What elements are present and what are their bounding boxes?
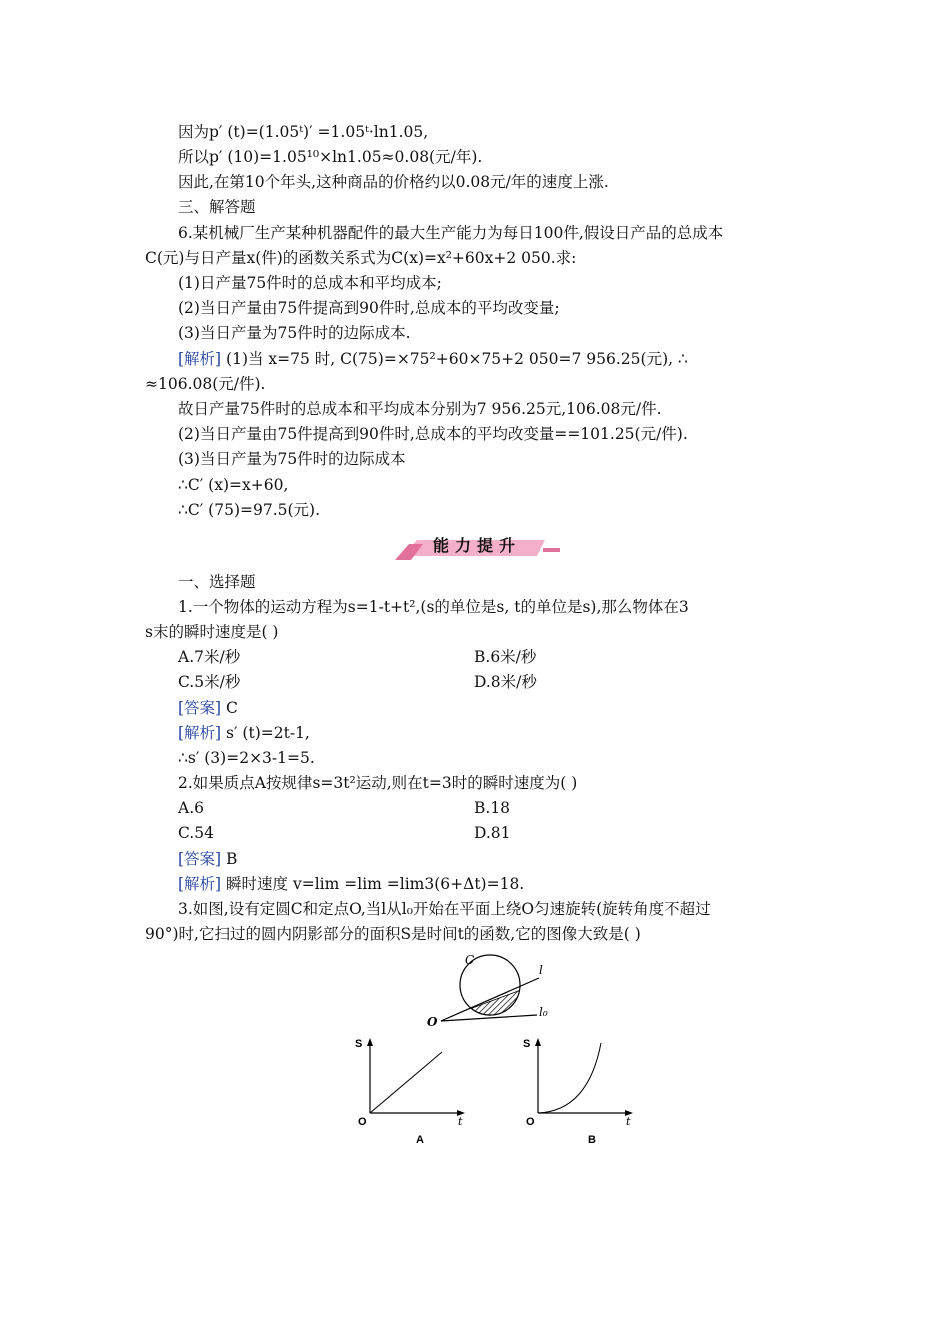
label-l0: l₀: [539, 1005, 548, 1019]
question-text: s末的瞬时速度是( ): [145, 623, 279, 641]
text-line: ∴C′ (x)=x+60,: [178, 476, 289, 494]
text-line: 故日产量75件时的总成本和平均成本分别为7 956.25元,106.08元/件.: [178, 400, 662, 418]
text-line: ∴C′ (75)=97.5(元).: [178, 501, 321, 519]
text-line: ∴s′ (3)=2×3-1=5.: [178, 749, 315, 767]
option-c: C.54: [178, 824, 214, 842]
section-heading: 三、解答题: [178, 198, 256, 216]
analysis-text: 瞬时速度 v=lim =lim =lim3(6+Δt)=18.: [221, 875, 525, 893]
t-label: t: [626, 1115, 631, 1128]
label-c: C: [465, 953, 475, 967]
option-a: A.7米/秒: [178, 648, 241, 666]
graph-a-label: A: [416, 1134, 424, 1146]
label-o: O: [427, 1015, 438, 1029]
t-label: t: [458, 1115, 463, 1128]
y-axis-arrow: [367, 1038, 373, 1046]
section-banner: [395, 530, 560, 562]
section-heading: 一、选择题: [178, 573, 256, 591]
question-part: (3)当日产量为75件时的边际成本.: [178, 324, 411, 342]
line-l0: [441, 1015, 537, 1021]
s-label: S: [355, 1038, 363, 1050]
analysis-label: [解析]: [178, 875, 222, 893]
banner-accent-right: [543, 548, 560, 552]
origin-label: O: [526, 1116, 535, 1128]
analysis-label: [解析]: [178, 724, 222, 742]
question-text: 2.如果质点A按规律s=3t²运动,则在t=3时的瞬时速度为( ): [178, 774, 578, 792]
analysis-line: [178, 722, 310, 744]
analysis-text: (1)当 x=75 时, C(75)=×75²+60×75+2 050=7 956.25(元), ∴: [221, 350, 688, 368]
option-b: B.18: [474, 799, 511, 817]
option-b: B.6米/秒: [474, 648, 537, 666]
text-line: ≈106.08(元/件).: [145, 375, 266, 393]
question-text: 1.一个物体的运动方程为s=1-t+t²,(s的单位是s, t的单位是s),那么物体在3: [178, 598, 689, 616]
question-text: C(元)与日产量x(件)的函数关系式为C(x)=x²+60x+2 050.求:: [145, 249, 577, 267]
graph-a: [350, 1035, 475, 1150]
graph-b-label: B: [588, 1134, 596, 1146]
circle-figure: [415, 952, 565, 1032]
origin-label: O: [358, 1116, 367, 1128]
analysis-line: [178, 873, 524, 895]
option-c: C.5米/秒: [178, 673, 241, 691]
question-text: 90°)时,它扫过的圆内阴影部分的面积S是时间t的函数,它的图像大致是( ): [145, 925, 641, 943]
question-part: (1)日产量75件时的总成本和平均成本;: [178, 274, 442, 292]
answer-line: [178, 848, 237, 870]
text-line: 因为p′ (t)=(1.05ᵗ)′ =1.05ᵗ·ln1.05,: [178, 123, 429, 141]
s-label: S: [523, 1038, 531, 1050]
graph-line: [370, 1052, 442, 1113]
question-text: 3.如图,设有定圆C和定点O,当l从l₀开始在平面上绕O匀速旋转(旋转角度不超过: [178, 900, 711, 918]
text-line: 所以p′ (10)=1.05¹⁰×ln1.05≈0.08(元/年).: [178, 148, 483, 166]
option-d: D.81: [474, 824, 511, 842]
question-part: (2)当日产量由75件提高到90件时,总成本的平均改变量;: [178, 299, 560, 317]
answer-label: [答案]: [178, 699, 222, 717]
answer-value: C: [221, 699, 238, 717]
label-l: l: [539, 963, 543, 977]
question-text: 6.某机械厂生产某种机器配件的最大生产能力为每日100件,假设日产品的总成本: [178, 224, 724, 242]
banner-title: 能力提升: [432, 538, 522, 555]
text-line: (3)当日产量为75件时的边际成本: [178, 450, 406, 468]
analysis-label: [解析]: [178, 350, 222, 368]
graph-curve: [538, 1043, 601, 1113]
answer-label: [答案]: [178, 850, 222, 868]
option-a: A.6: [178, 799, 204, 817]
answer-line: [178, 697, 238, 719]
option-d: D.8米/秒: [474, 673, 537, 691]
y-axis-arrow: [535, 1038, 541, 1046]
analysis-text: s′ (t)=2t-1,: [221, 724, 310, 742]
analysis-line: [178, 348, 688, 370]
answer-value: B: [221, 850, 238, 868]
text-line: 因此,在第10个年头,这种商品的价格约以0.08元/年的速度上涨.: [178, 173, 609, 191]
graph-b: [518, 1035, 643, 1150]
shaded-region: [471, 991, 520, 1016]
text-line: (2)当日产量由75件提高到90件时,总成本的平均改变量==101.25(元/件).: [178, 425, 688, 443]
